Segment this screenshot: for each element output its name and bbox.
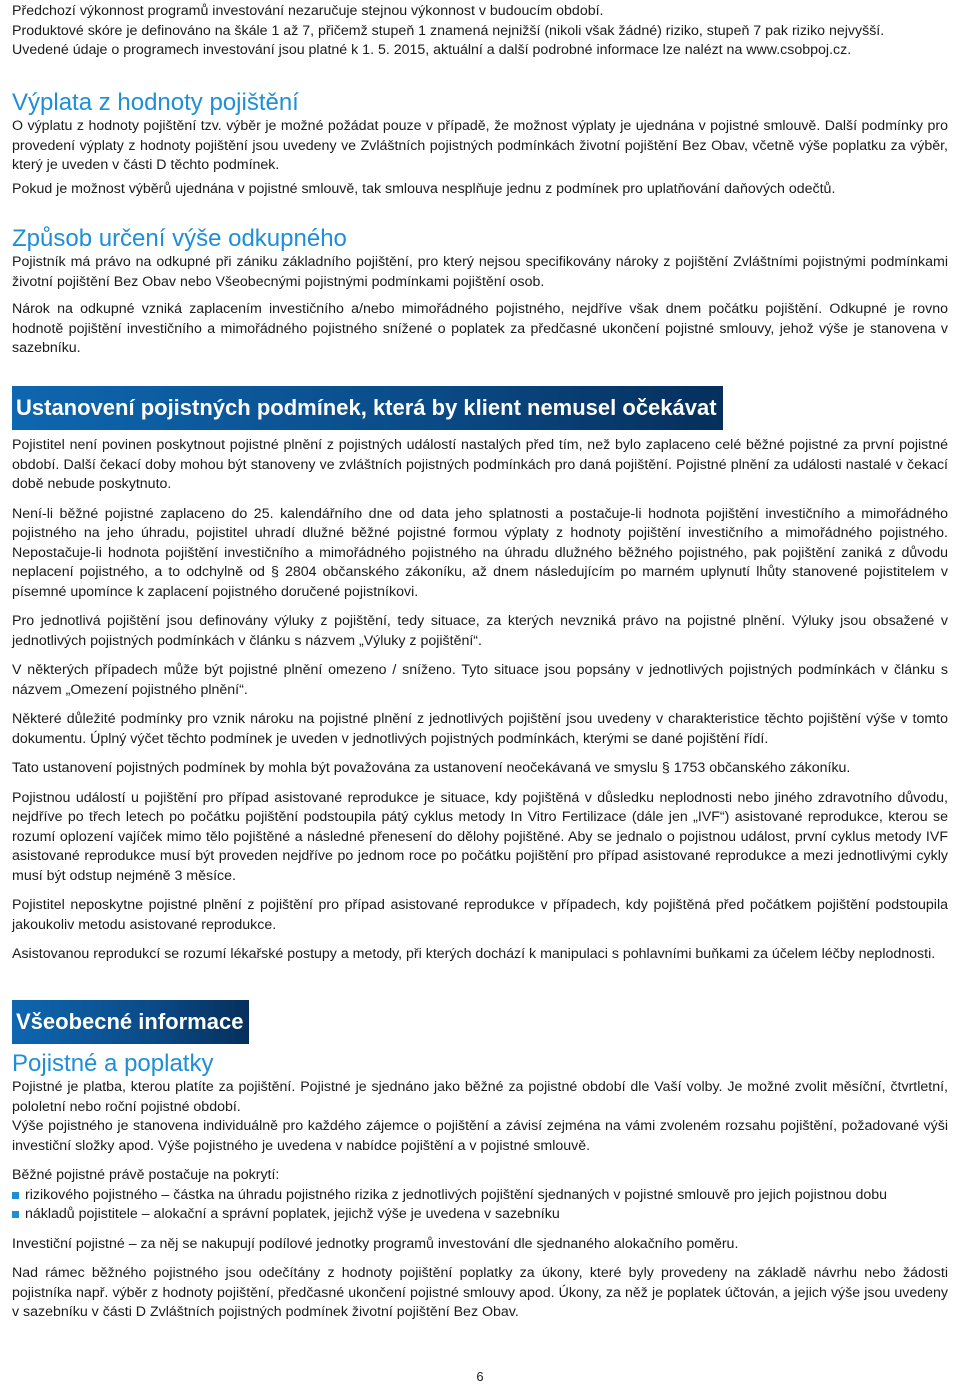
poplatky-paragraph-5: Nad rámec běžného pojistného jsou odečítány z hodnoty pojištění poplatky za úkony, které byly provedeny na základě návrhu nebo žádosti pojistníka např. výběr z hodnoty pojištění, předčasné ukončení pojistné smlouvy apod. Úkony, za něž je poplatek účtován, a jejich výše jsou uvedeny v sazebníku v části D Zvláštních pojistných podmínek životní pojištění Bez Obav. [12, 1265, 948, 1320]
ustanoveni-paragraph-6: Tato ustanovení pojistných podmínek by mohla být považována za ustanovení neočekávaná ve smyslu § 1753 občanského zákoníku. [12, 760, 851, 776]
odkupne-section [12, 225, 948, 359]
bullet-text: rizikového pojistného – částka na úhradu pojistného rizika z jednotlivých pojištění sjednaných v pojistné smlouvě pro jejich pojistnou dobu [25, 1186, 888, 1203]
list-item [12, 1186, 948, 1206]
poplatky-paragraph-3: Běžné pojistné právě postačuje na pokrytí: [12, 1167, 280, 1183]
ustanoveni-paragraph-1: Pojistitel není povinen poskytnout pojistné plnění z pojistných událostí nastalých před tím, než bylo zaplaceno celé běžné pojistné za první pojistné období. Další čekací doby mohou být stanoveny ve zvláštních pojistných podmínkách pro daná pojištění. Pojistné plnění za události nastalé v čekací době nebude poskytnuto. [12, 437, 948, 492]
vseobecne-section [12, 1000, 948, 1323]
ustanoveni-paragraph-8: Pojistitel neposkytne pojistné plnění z pojištění pro případ asistované reprodukce v případech, kdy pojištěná před počátkem pojištění podstoupila jakoukoliv metodu asistované reprodukce. [12, 897, 948, 933]
section-heading-poplatky: Pojistné a poplatky [12, 1050, 214, 1077]
ustanoveni-paragraph-3: Pro jednotlivá pojištění jsou definovány výluky z pojištění, tedy situace, za kterých nevzniká právo na pojistné plnění. Výluky jsou obsažené v jednotlivých pojistných podmínkách v článku s názvem „Výluky z pojištění“. [12, 613, 948, 649]
ustanoveni-paragraph-2: Není-li běžné pojistné zaplaceno do 25. kalendářního dne od data jeho splatnosti a postačuje-li hodnota pojištění investičního a mimořádného pojistného na jeho úhradu, pojistitel uhradí dlužné běžné pojistné formou výplaty z hodnoty pojištění investičního a mimořádného pojistného. Nepostačuje-li hodnota pojištění investičního a mimořádného pojistného na úhradu dlužného běžného pojistného, pak pojištění zaniká z důvodu neplacení pojistného, a to odchylně od § 2804 občanského zákoníku, až dnem následujícím po marném uplynutí lhůty stanovené pojistitelem v písemné upomínce k zaplacení pojistného doručené pojistníkovi. [12, 505, 948, 600]
ustanoveni-section [12, 386, 948, 965]
ustanoveni-paragraph-4: V některých případech může být pojistné plnění omezeno / sníženo. Tyto situace jsou popsány v jednotlivých pojistných podmínkách v článku s názvem „Omezení pojistného plnění“. [12, 662, 948, 698]
section-heading-odkupne: Způsob určení výše odkupného [12, 225, 347, 252]
odkupne-paragraph-2: Nárok na odkupné vzniká zaplacením investičního a/nebo mimořádného pojistného, nejdříve však dnem počátku pojištění. Odkupné je rovno hodnotě pojištění investičního a mimořádného pojistného snížené o poplatek za předčasné ukončení pojistné smlouvy, jehož výše je stanovena v sazebníku. [12, 301, 948, 356]
odkupne-paragraph-1: Pojistník má právo na odkupné při zániku základního pojištění, pro který nejsou specifikovány nároky z pojištění Zvláštními pojistnými podmínkami životní pojištění Bez Obav nebo Všeobecnými pojistnými podmínkami pojištění osob. [12, 254, 948, 290]
list-item [12, 1205, 948, 1225]
vyplata-paragraph-2: Pokud je možnost výběrů ujednána v pojistné smlouvě, tak smlouva nesplňuje jednu z podmínek pro uplatňování daňových odečtů. [12, 180, 836, 197]
vyplata-paragraph-1: O výplatu z hodnoty pojištění tzv. výběr je možné požádat pouze v případě, že možnost výplaty je ujednána v pojistné smlouvě. Další podmínky pro provedení výplaty z hodnoty pojištění jsou uvedeny ve Zvláštních pojistných podmínkách životní pojištění Bez Obav, včetně výše poplatku za výběr, který je uveden v části D těchto podmínek. [12, 118, 948, 173]
intro-paragraph-1: Předchozí výkonnost programů investování nezaručuje stejnou výkonnost v budoucím období. [12, 3, 604, 19]
bullet-text: nákladů pojistitele – alokační a správní poplatek, jejichž výše je uvedena v sazebníku [25, 1206, 560, 1222]
bullet-square-icon [12, 1211, 19, 1218]
section-heading-vyplata: Výplata z hodnoty pojištění [12, 89, 299, 116]
ustanoveni-paragraph-9: Asistovanou reprodukcí se rozumí lékařské postupy a metody, při kterých dochází k manipulaci s pohlavními buňkami za účelem léčby neplodnosti. [12, 946, 936, 962]
bullet-square-icon [12, 1192, 19, 1199]
intro-paragraph-3: Uvedené údaje o programech investování jsou platné k 1. 5. 2015, aktuální a další podrobné informace lze nalézt na www.csobpoj.cz. [12, 42, 852, 58]
poplatky-paragraph-4: Investiční pojistné – za něj se nakupují podílové jednotky programů investování dle sjednaného alokačního poměru. [12, 1235, 739, 1252]
vyplata-section [12, 89, 948, 199]
page-number: 6 [476, 1369, 484, 1384]
ustanoveni-paragraph-7: Pojistnou událostí u pojištění pro případ asistované reprodukce je situace, kdy pojištěná v důsledku neplodnosti nebo jiného zdravotního důvodu, nejdříve po třech letech po počátku pojištění podstoupila pátý cyklus metody In Vitro Fertilizace (dále jen „IVF“) asistované reprodukce, kterou se rozumí oplození vajíček mimo tělo pojištěné a následné přenesení do dělohy pojištěné. Aby se jednalo o pojistnou událost, první cyklus metody IVF asistované reprodukce musí být proveden nejdříve po jednom roce po počátku pojištění pro případ asistované reprodukce a mezi jednotlivými cykly musí být odstup nejméně 3 měsíce. [12, 789, 948, 884]
ustanoveni-paragraph-5: Některé důležité podmínky pro vznik nároku na pojistné plnění z jednotlivých pojištění jsou uvedeny v charakteristice těchto pojištění výše v tomto dokumentu. Úplný výčet těchto podmínek je uveden v jednotlivých pojistných podmínkách, kterými se dané pojištění řídí. [12, 711, 948, 747]
intro-paragraph-2: Produktové skóre je definováno na škále 1 až 7, přičemž stupeň 1 znamená nejnižší (nikoli však žádné) riziko, stupeň 7 pak riziko nejvyšší. [12, 22, 885, 39]
poplatky-paragraph-1: Pojistné je platba, kterou platíte za pojištění. Pojistné je sjednáno jako běžné za pojistné období dle Vaší volby. Je možné zvolit měsíční, čtvrtletní, pololetní nebo roční pojistné období. [12, 1079, 948, 1115]
poplatky-paragraph-2: Výše pojistného je stanovena individuálně pro každého zájemce o pojištění a závisí zejména na vámi zvoleném rozsahu pojištění, požadované výši investiční složky apod. Výše pojistného je uvedena v nabídce pojištění a v pojistné smlouvě. [12, 1118, 948, 1154]
intro-section [12, 2, 948, 61]
banner-ustanoveni: Ustanovení pojistných podmínek, která by klient nemusel očekávat [12, 386, 723, 430]
banner-vseobecne: Všeobecné informace [12, 1000, 249, 1044]
